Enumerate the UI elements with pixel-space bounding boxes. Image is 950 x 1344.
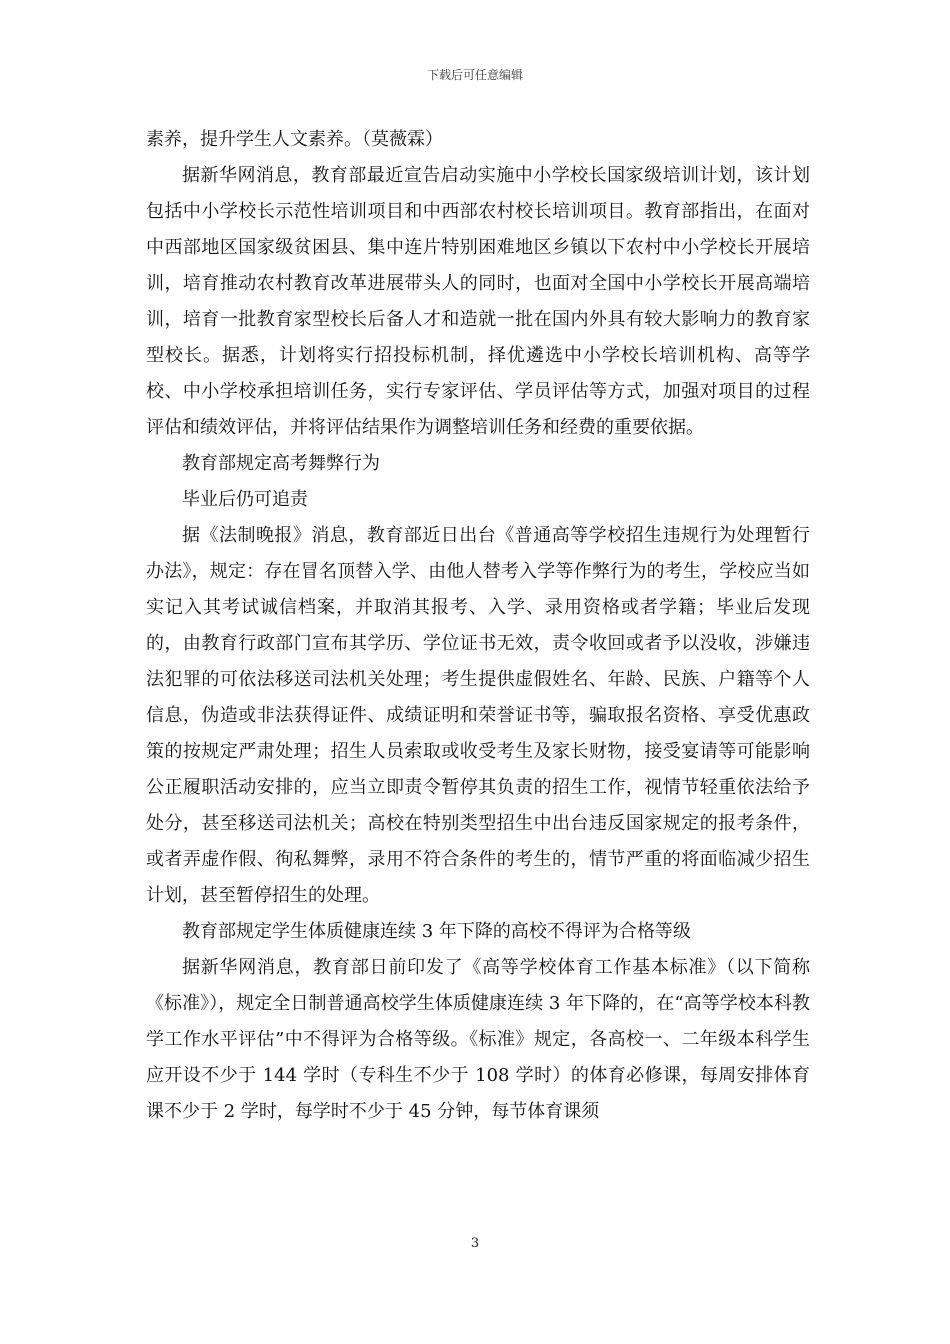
section-heading-physical-health: 教育部规定学生体质健康连续 3 年下降的高校不得评为合格等级: [182, 921, 691, 942]
paragraph-principal-training: 据新华网消息，教育部最近宣告启动实施中小学校长国家级培训计划，该计划包括中小学校长示范性培训项目和中西部农村校长培训项目。教育部指出，在面对中西部地区国家级贫困县、集中连片特别困难地区乡镇以下农村中小学校长开展培训，培育推动农村教育改革进展带头人的同时，也面对全国中小学校长开展高端培训，培育一批教育家型校长后备人才和造就一批在国内外具有较大影响力的教育家型校长。据悉，计划将实行招投标机制，择优遴选中小学校长培训机构、高等学校、中小学校承担培训任务，实行专家评估、学员评估等方式，加强对项目的过程评估和绩效评估，并将评估结果作为调整培训任务和经费的重要依据。: [146, 165, 810, 438]
section-subheading-exam-cheating: 毕业后仍可追责: [182, 489, 308, 510]
section-heading-exam-cheating: 教育部规定高考舞弊行为: [182, 453, 380, 474]
document-body: [146, 122, 810, 1130]
paragraph-continuation: 素养，提升学生人文素养。（莫薇霖）: [146, 129, 443, 150]
page-number: 3: [470, 1236, 480, 1251]
page-header: 下载后可任意编辑: [426, 68, 523, 82]
paragraph-exam-cheating: 据《法制晚报》消息，教育部近日出台《普通高等学校招生违规行为处理暂行办法》，规定：存在冒名顶替入学、由他人替考入学等作弊行为的考生，学校应当如实记入其考试诚信档案，并取消其报考、入学、录用资格或者学籍；毕业后发现的，由教育行政部门宣布其学历、学位证书无效，责令收回或者予以没收，涉嫌违法犯罪的可依法移送司法机关处理；考生提供虚假姓名、年龄、民族、户籍等个人信息，伪造或非法获得证件、成绩证明和荣誉证书等，骗取报名资格、享受优惠政策的按规定严肃处理；招生人员索取或收受考生及家长财物，接受宴请等可能影响公正履职活动安排的，应当立即责令暂停其负责的招生工作，视情节轻重依法给予处分，甚至移送司法机关；高校在特别类型招生中出台违反国家规定的报考条件，或者弄虚作假、徇私舞弊，录用不符合条件的考生的，情节严重的将面临减少招生计划，甚至暂停招生的处理。: [146, 525, 810, 906]
paragraph-physical-health: 据新华网消息，教育部日前印发了《高等学校体育工作基本标准》（以下简称《标准》），规定全日制普通高校学生体质健康连续 3 年下降的，在“高等学校本科教学工作水平评估”中不得评为合格等级。《标准》规定，各高校一、二年级本科学生应开设不少于 144 学时（专科生不少于 108 学时）的体育必修课，每周安排体育课不少于 2 学时，每学时不少于 45 分钟，每节体育课须: [146, 957, 810, 1122]
